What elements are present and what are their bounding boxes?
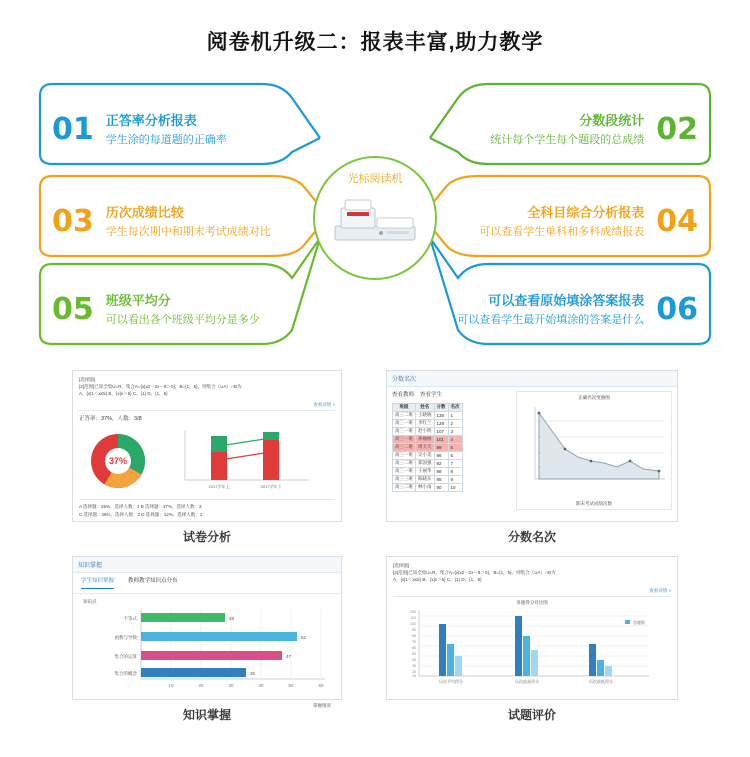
screenshot-gallery: [0, 362, 750, 742]
donut-center-label: 37%: [108, 456, 128, 467]
svg-text:40: 40: [412, 657, 416, 662]
svg-text:函数与导数: 函数与导数: [114, 634, 137, 640]
feature-number: 05: [52, 292, 94, 327]
table-row: 高三二班 林小雨 80 10: [393, 483, 463, 491]
score-compare-chart: [387, 597, 677, 699]
feature-heading: 班级平均分: [105, 292, 171, 308]
screenshot-caption-paper-analysis: 试卷分析: [182, 530, 231, 544]
feature-item-03: [52, 188, 312, 256]
detail-link[interactable]: 查看详情 »: [313, 401, 335, 407]
svg-text:80: 80: [412, 633, 416, 638]
question-line-1: [选择题]: [79, 377, 96, 382]
svg-text:2017学年下: 2017学年下: [260, 483, 282, 489]
svg-text:60: 60: [412, 645, 416, 650]
feature-subtext: 可以查看学生单科和多科成绩报表: [479, 225, 645, 238]
svg-text:历次平均得分: 历次平均得分: [439, 678, 463, 684]
donut-chart: [79, 428, 157, 494]
feature-heading: 可以查看原始填涂答案报表: [488, 292, 645, 308]
detail-link[interactable]: 查看详情 »: [649, 587, 671, 593]
question-line-3: A、{x|1＜x≤5} B、{x|x＞5} C、{1} D、{1，5}: [79, 391, 168, 397]
svg-text:28: 28: [229, 615, 235, 621]
svg-text:历次最高得分: 历次最高得分: [515, 678, 539, 684]
screenshot-caption-score-rank: 分数名次: [507, 530, 556, 544]
svg-text:40: 40: [258, 682, 264, 688]
col-name: 姓名: [416, 403, 435, 411]
feature-number: 03: [52, 204, 94, 239]
table-row: 高三一班 王丽华 88 8: [393, 467, 463, 475]
svg-text:90: 90: [412, 627, 416, 632]
svg-text:10: 10: [412, 673, 416, 678]
page-title: 阅卷机升级二：报表丰富,助力教学: [206, 31, 544, 54]
question-line-1: [选择题]: [393, 563, 410, 568]
svg-text:不等式: 不等式: [123, 615, 137, 621]
tab-view-student[interactable]: 查看学生: [420, 392, 443, 398]
col-class: 班级: [393, 403, 416, 411]
hbar-chart: [73, 594, 341, 713]
center-node: [313, 156, 437, 280]
table-row: 高三一班 赵小明 107 3: [393, 427, 463, 435]
svg-text:答题数: 答题数: [633, 619, 645, 625]
col-rank: 名次: [448, 403, 462, 411]
svg-text:50: 50: [288, 682, 294, 688]
svg-text:52: 52: [301, 634, 307, 640]
col-score: 分数: [434, 403, 448, 411]
panel-title: 知识掌握: [73, 557, 341, 573]
svg-text:60: 60: [318, 682, 324, 688]
feature-item-02: [448, 96, 698, 164]
feature-subtext: 可以查看学生最开始填涂的答案是什么: [457, 313, 645, 326]
svg-text:集合的概念: 集合的概念: [114, 670, 137, 676]
feature-subtext: 学生每次期中和期末考试成绩对比: [105, 225, 271, 238]
tab-view-teacher[interactable]: 查看教师: [392, 392, 415, 398]
tab-student-knowledge[interactable]: 学生知识掌握: [81, 577, 114, 589]
feature-number: 02: [656, 112, 698, 147]
scanner-machine-icon: [327, 192, 423, 250]
svg-text:70: 70: [412, 639, 416, 644]
feature-item-06: [448, 276, 698, 344]
screenshot-question-evaluation: [386, 556, 678, 700]
svg-text:集合的运算: 集合的运算: [114, 653, 137, 659]
feature-number: 06: [656, 292, 698, 327]
screenshot-knowledge-mastery: [72, 556, 342, 708]
feature-diagram: [0, 76, 750, 356]
feature-subtext: 可以看出各个班级平均分是多少: [105, 313, 260, 326]
feature-subtext: 学生涂的每道题的正确率: [105, 133, 227, 146]
chart-xlabel: 期末考试成绩次数: [576, 501, 612, 507]
screenshot-paper-analysis: [72, 370, 342, 522]
svg-text:2017学年上: 2017学年上: [208, 483, 230, 489]
chart-title: 各题得分对比图: [516, 599, 548, 605]
question-line-3: A、{x|1＜x≤5} B、{x|x＞5} C、{1} D、{1，5}: [393, 577, 482, 583]
svg-text:30: 30: [228, 682, 234, 688]
feature-heading: 历次成绩比较: [105, 204, 184, 220]
axis-label-knowledge: 知识点: [83, 598, 97, 604]
panel-title: 分数名次: [387, 371, 677, 387]
rank-curve-chart: [516, 391, 672, 510]
svg-text:30: 30: [412, 663, 416, 668]
option-stat-line-1: A 选择题：25%，选择人数：2 B 选择题：37%，选择人数：3: [79, 503, 202, 509]
table-row: 高三一班 李红兰 128 2: [393, 419, 463, 427]
feature-number: 01: [52, 112, 94, 147]
feature-subtext: 统计每个学生每个题段的总成绩: [490, 133, 645, 146]
bar-chart: [157, 426, 335, 497]
feature-number: 04: [656, 204, 698, 239]
screenshot-caption-knowledge-mastery: 知识掌握: [182, 708, 231, 722]
table-row: 高三二班 郑国强 92 7: [393, 459, 463, 467]
svg-text:20: 20: [412, 669, 416, 674]
table-row: 高三二班 王晓晓 138 1: [393, 411, 463, 419]
feature-item-05: [52, 276, 302, 344]
question-line-2: [2]范围]已知全集U=R，集合A={x|x2－2x－8＞0}，B={1，5}，则集合（∪A）∩B为: [79, 384, 242, 390]
score-rank-table: [392, 403, 463, 492]
feature-heading: 正答率分析报表: [105, 112, 197, 128]
svg-text:20: 20: [198, 682, 204, 688]
svg-text:120: 120: [410, 609, 416, 614]
svg-text:47: 47: [286, 653, 292, 659]
svg-text:历次最低得分: 历次最低得分: [589, 678, 613, 684]
table-row: 高三一班 孙丽丽 101 4: [393, 435, 463, 443]
table-row: 高三一班 吴小美 96 6: [393, 451, 463, 459]
accuracy-stat: 正答率：37%，人数：3/8: [79, 415, 142, 422]
chart-title: 正确名次变曲图: [578, 395, 610, 400]
question-line-2: [2]范围]已知全集U=R，集合A={x|x2－2x－8＞0}，B={1，5}，则集合（∪A）∩B为: [393, 570, 556, 576]
feature-heading: 全科目综合分析报表: [527, 204, 645, 220]
svg-text:10: 10: [168, 682, 174, 688]
table-row: 高三二班 周天天 99 5: [393, 443, 463, 451]
feature-item-04: [438, 188, 698, 256]
svg-text:50: 50: [412, 651, 416, 656]
screenshot-caption-question-evaluation: 试题评价: [507, 708, 556, 722]
option-stat-line-2: C 选择题：25%，选择人数：2 D 选择题：12%，选择人数：1: [79, 511, 203, 517]
svg-text:35: 35: [250, 670, 256, 676]
center-label: 光标阅读机: [347, 173, 403, 185]
feature-item-01: [52, 96, 302, 164]
feature-heading: 分数段统计: [579, 112, 645, 128]
svg-text:110: 110: [410, 615, 416, 620]
svg-text:100: 100: [410, 621, 416, 626]
tab-teacher-knowledge-dist[interactable]: 教师教学知识点分布: [128, 578, 178, 584]
table-row: 高三三班 陈晓东 85 9: [393, 475, 463, 483]
axis-label-mastery: 掌握情况: [313, 702, 331, 708]
screenshot-score-rank: [386, 370, 678, 522]
